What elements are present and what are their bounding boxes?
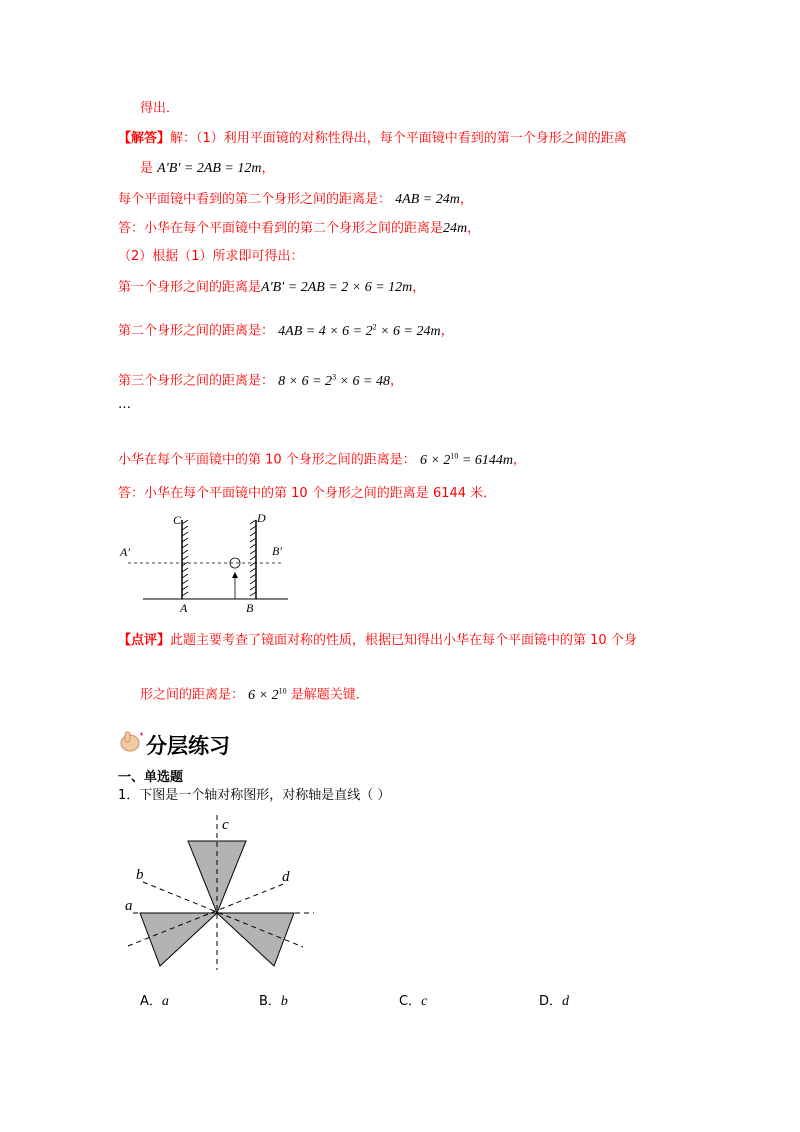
label-axis-d: d	[282, 869, 290, 885]
comment2-sup: 10	[278, 686, 287, 695]
line8-math-b: × 6 = 24m	[376, 323, 441, 339]
line8-end: ，	[440, 323, 454, 339]
line5-end: ，	[467, 221, 481, 236]
right-mirror-hatch	[250, 520, 256, 596]
line3-math: A′B′ = 2AB = 12m	[157, 161, 262, 176]
answer-label: 【解答】	[118, 131, 171, 146]
label-D: D	[257, 511, 266, 525]
option-b-value: b	[280, 994, 288, 1009]
option-d[interactable]	[539, 990, 569, 1010]
line3-text: 是	[140, 161, 154, 176]
comment-text: 此题主要考查了镜面对称的性质，根据已知得出小华在每个平面镜中的第 10 个身	[170, 633, 637, 648]
answer-text: 解：（1）利用平面镜的对称性得出，每个平面镜中看到的第一个身形之间的距离	[170, 131, 627, 146]
answer-line-6: （2）根据（1）所求即可得出：	[118, 249, 304, 264]
answer-line-7	[118, 279, 425, 297]
line9-text: 第三个身形之间的距离是：	[118, 373, 275, 389]
option-c-value: c	[421, 994, 428, 1009]
line4-text: 每个平面镜中看到的第二个身形之间的距离是：	[118, 192, 392, 207]
line9-math-a: 8 × 6 = 2	[278, 373, 333, 389]
line10-text: 小华在每个平面镜中的第 10 个身形之间的距离是：	[118, 452, 416, 468]
line10-end: ，	[512, 452, 526, 468]
line7-math: A′B′ = 2AB = 2 × 6 = 12m	[261, 280, 413, 295]
ellipsis: …	[118, 397, 131, 412]
option-b-letter: B．	[259, 994, 281, 1009]
part-heading: 一、单选题	[118, 770, 184, 785]
question-1: 1．下图是一个轴对称图形，对称轴是直线（ ）	[118, 788, 391, 803]
option-c-letter: C．	[399, 994, 422, 1009]
text-line-1: 得出．	[140, 101, 180, 116]
line9-math-b: × 6 = 48	[336, 373, 390, 389]
answer-line-4	[118, 191, 473, 209]
answer-line-11: 答：小华在每个平面镜中的第 10 个身形之间的距离是 6144 米．	[118, 486, 497, 501]
label-C: C	[173, 513, 182, 527]
line5-text: 答：小华在每个平面镜中看到的第二个身形之间的距离是	[118, 221, 444, 236]
answer-line-3	[140, 160, 275, 178]
thumbs-up-icon	[118, 728, 144, 754]
line9-sup: 3	[332, 372, 337, 381]
comment-label: 【点评】	[118, 633, 171, 648]
right-triangle	[217, 913, 294, 966]
mirror-figure	[118, 508, 298, 618]
label-B: B	[246, 601, 254, 615]
line7-end: ，	[412, 280, 426, 295]
line10-math-a: 6 × 2	[419, 452, 451, 468]
comment-line-2	[140, 682, 369, 705]
line5-math: 24m	[443, 221, 468, 236]
answer-line-10	[118, 447, 526, 470]
comment2-math: 6 × 2	[248, 687, 279, 703]
symmetry-figure	[118, 810, 328, 970]
label-A: A	[180, 601, 188, 615]
line7-text: 第一个身形之间的距离是	[118, 280, 262, 295]
section-title: 分层练习	[146, 734, 230, 758]
left-mirror-hatch	[182, 520, 188, 596]
line8-sup: 2	[372, 322, 377, 331]
line3-end: ，	[261, 161, 275, 176]
line9-end: ，	[389, 373, 403, 389]
label-axis-a: a	[125, 898, 133, 914]
option-b[interactable]	[259, 990, 288, 1010]
line4-math: 4AB = 24m	[395, 192, 460, 207]
line8-text: 第二个身形之间的距离是：	[118, 323, 275, 339]
label-axis-b: b	[136, 867, 144, 883]
comment2-text: 形之间的距离是：	[140, 687, 245, 703]
option-c[interactable]	[399, 990, 427, 1010]
option-a[interactable]	[140, 990, 169, 1010]
answer-line-9	[118, 368, 403, 391]
label-B-prime: B′	[272, 544, 282, 558]
option-a-letter: A．	[140, 994, 162, 1009]
label-A-prime: A′	[120, 545, 130, 559]
person-arrow	[232, 572, 238, 578]
answer-line-5	[118, 220, 480, 238]
left-triangle	[140, 913, 217, 966]
comment-line-1	[118, 632, 637, 650]
option-d-value: d	[562, 994, 570, 1009]
comment2-end: 是解题关键．	[290, 687, 369, 703]
answer-line-8	[118, 318, 454, 341]
line10-math-b: = 6144m	[458, 452, 513, 468]
option-a-value: a	[161, 994, 169, 1009]
answer-line-2	[118, 130, 627, 148]
line10-sup: 10	[450, 451, 459, 460]
line4-end: ，	[459, 192, 473, 207]
line8-math-a: 4AB = 4 × 6 = 2	[278, 323, 373, 339]
option-d-letter: D．	[539, 994, 563, 1009]
label-axis-c: c	[222, 817, 229, 833]
